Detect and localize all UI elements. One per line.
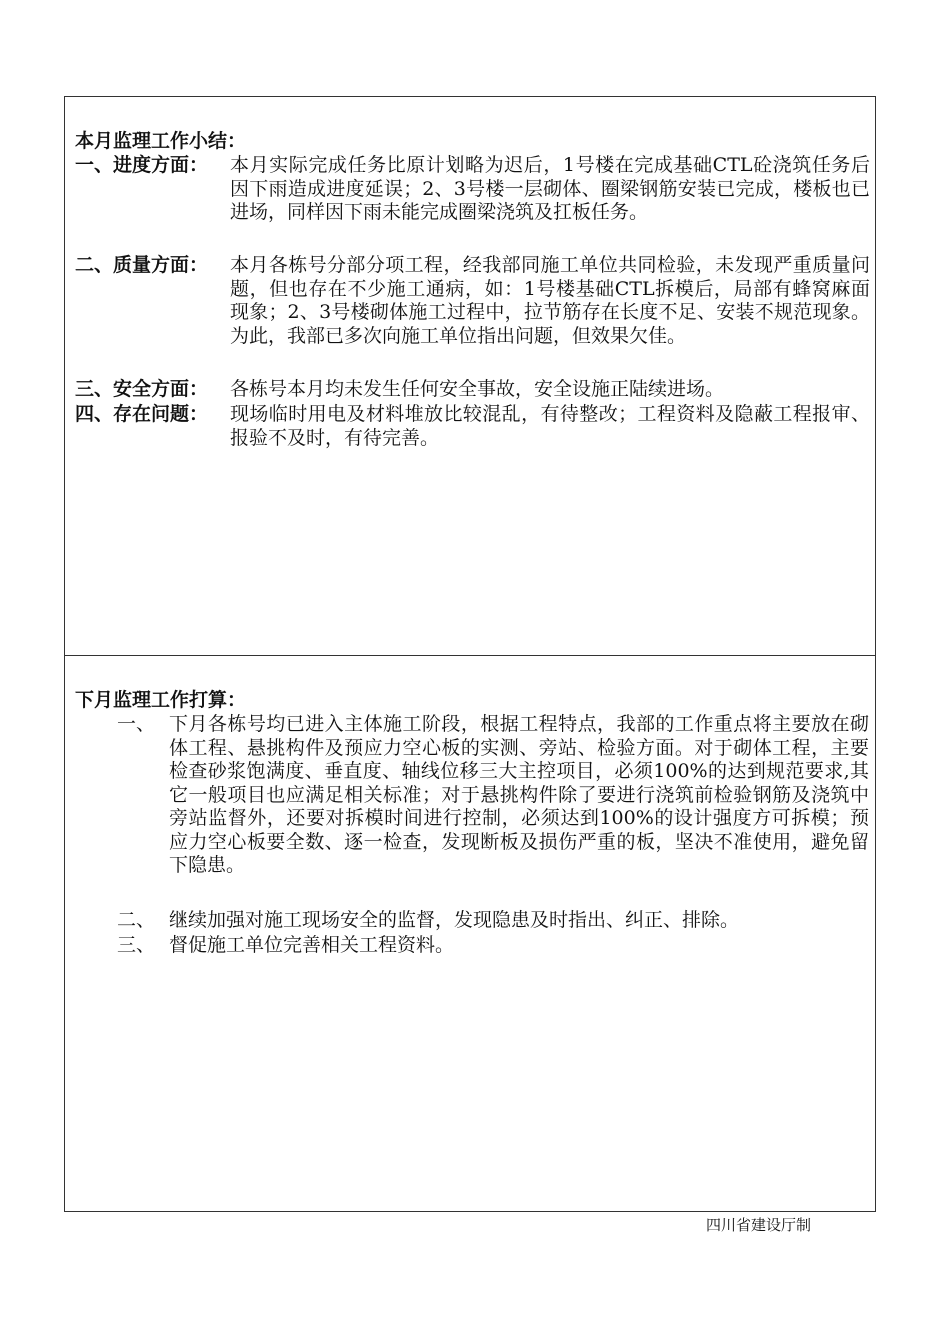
report-frame (64, 96, 876, 1212)
summary-item-label: 三、安全方面： (75, 378, 209, 400)
summary-item-safety (75, 378, 870, 402)
summary-heading: 本月监理工作小结： (75, 130, 247, 152)
plan-item-number: 二、 (117, 909, 156, 931)
next-month-plan-section (65, 656, 875, 1211)
summary-item-issues (75, 403, 870, 450)
summary-item-text: 本月实际完成任务比原计划略为迟后，1号楼在完成基础CTL砼浇筑任务后因下雨造成进度延误；2、3号楼一层砌体、圈梁钢筋安装已完成，楼板也已进场，同样因下雨未能完成圈梁浇筑及扛板任务。 (230, 154, 870, 223)
summary-item-label: 一、进度方面： (75, 154, 209, 176)
summary-item-text: 各栋号本月均未发生任何安全事故，安全设施正陆续进场。 (230, 378, 725, 400)
summary-item-quality (75, 254, 870, 348)
summary-item-text: 本月各栋号分部分项工程，经我部同施工单位共同检验，未发现严重质量问题，但也存在不少施工通病，如：1号楼基础CTL拆模后，局部有蜂窝麻面现象；2、3号楼砌体施工过程中，拉节筋存在长度不足、安装不规范现象。为此，我部已多次向施工单位指出问题，但效果欠佳。 (230, 254, 870, 347)
summary-item-progress (75, 154, 870, 225)
summary-item-label: 四、存在问题： (75, 403, 209, 425)
plan-item-text: 下月各栋号均已进入主体施工阶段，根据工程特点，我部的工作重点将主要放在砌体工程、悬挑构件及预应力空心板的实测、旁站、检验方面。对于砌体工程，主要检查砂浆饱满度、垂直度、轴线位移三大主控项目，必须100%的达到规范要求,其它一般项目也应满足相关标准；对于悬挑构件除了要进行浇筑前检验钢筋及浇筑中旁站监督外，还要对拆模时间进行控制，必须达到100%的设计强度方可拆模；预应力空心板要全数、逐一检查，发现断板及损伤严重的板，坚决不准使用，避免留下隐患。 (169, 713, 869, 876)
issuer-footer: 四川省建设厅制 (706, 1216, 812, 1234)
plan-item-number: 一、 (117, 713, 156, 735)
plan-heading: 下月监理工作打算： (75, 689, 247, 711)
plan-item-documents (117, 934, 869, 958)
monthly-summary-section (65, 97, 875, 656)
plan-item-text: 继续加强对施工现场安全的监督，发现隐患及时指出、纠正、排除。 (169, 909, 740, 931)
plan-item-safety (117, 909, 869, 933)
plan-item-focus (117, 713, 869, 878)
summary-item-label: 二、质量方面： (75, 254, 209, 276)
summary-item-text: 现场临时用电及材料堆放比较混乱，有待整改；工程资料及隐蔽工程报审、报验不及时，有待完善。 (230, 403, 870, 449)
plan-item-number: 三、 (117, 934, 156, 956)
plan-item-text: 督促施工单位完善相关工程资料。 (169, 934, 455, 956)
